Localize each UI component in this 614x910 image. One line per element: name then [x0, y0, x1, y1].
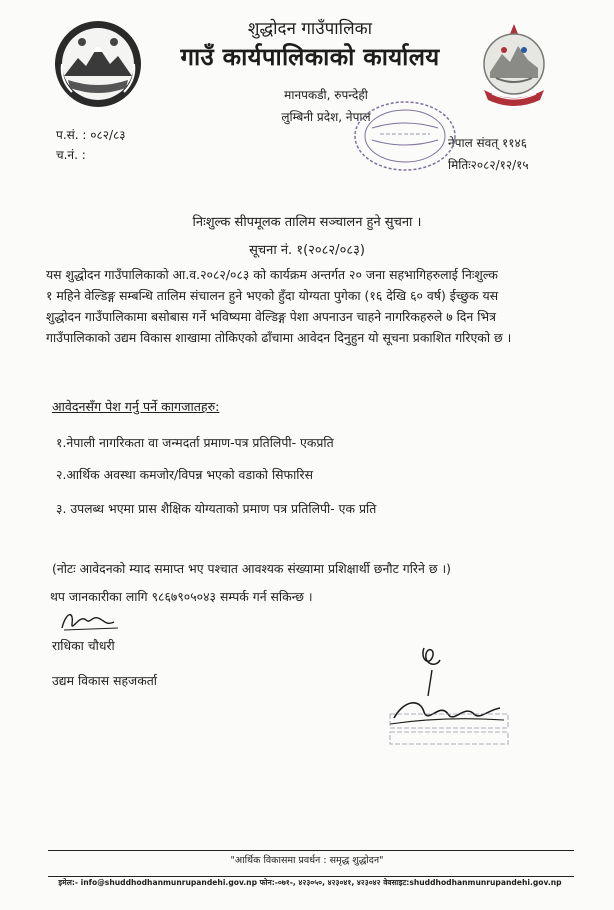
office-name: गाउँ कार्यपालिकाको कार्यालय — [180, 43, 440, 71]
office-address: मानपकडी, रुपन्देही — [284, 88, 368, 102]
footer-slogan: "आर्थिक विकासमा प्रवर्धन : समृद्ध शुद्धोदन" — [230, 855, 384, 866]
notice-number: सूचना नं. १(२०८२/०८३) — [249, 243, 365, 258]
signatory-signature-icon — [56, 606, 126, 636]
officer-title-stamp-icon — [386, 708, 512, 748]
notice-note: (नोटः आवेदनको म्याद समाप्त भए पश्चात आवश्यक संख्यामा प्रशिक्षार्थी छनौट गरिने छ ।) — [52, 561, 451, 576]
footer-divider — [48, 876, 574, 877]
document-item: २.आर्थिक अवस्था कमजोर/विपन्न भएको वडाको सिफारिस — [56, 467, 313, 482]
notice-body-line: यस शुद्धोदन गाउँपालिकाको आ.व.२०८२/०८३ को कार्यक्रम अन्तर्गत २० जना सहभागिहरुलाई निःशुल्क — [46, 267, 498, 282]
required-documents-heading: आवेदनसँग पेश गर्नु पर्ने कागजातहरु: — [52, 399, 220, 414]
footer-divider — [48, 850, 574, 851]
dispatch-number: च.नं. : — [56, 148, 86, 162]
reference-number: प.सं. : ०८२/८३ — [56, 128, 126, 142]
office-province: लुम्बिनी प्रदेश, नेपाल — [281, 110, 371, 124]
document-item: १.नेपाली नागरिकता वा जन्मदर्ता प्रमाण-पत्र प्रतिलिपी- एकप्रति — [56, 435, 334, 450]
contact-line: थप जानकारीका लागि ९८६७९०५०४३ सम्पर्क गर्न सकिन्छ । — [50, 589, 313, 604]
signatory-name: राधिका चौधरी — [52, 638, 115, 653]
notice-body-line: १ महिने वेल्डिङ्ग सम्बन्धि तालिम संचालन हुने भएको हुँदा योग्यता पुगेका (१६ देखि ६० वर्ष) ईच्छुक यस — [46, 288, 499, 303]
notice-body-line: शुद्धोदन गाउँपालिकामा बसोबास गर्ने भविष्यमा वेल्डिङ्ग पेशा अपनाउन चाहने नागरिकहरुले ७ दिन भित्र — [46, 309, 496, 324]
document-item: ३. उपलब्ध भएमा प्रास शैक्षिक योग्यताको प्रमाण पत्र प्रतिलिपी- एक प्रति — [56, 501, 377, 516]
office-seal-stamp-icon — [350, 96, 460, 176]
signatory-title: उद्यम विकास सहजकर्ता — [52, 673, 158, 688]
notice-body-line: गाउँपालिकाको उद्यम विकास शाखामा तोकिएको ढाँचामा आवेदन दिनुहुन यो सूचना प्रकाशित गरिएको छ । — [46, 330, 512, 345]
nepal-government-emblem-icon — [474, 20, 554, 112]
nepal-samvat-year: नेपाल संवत् ११४६ — [448, 136, 527, 150]
notice-subject: निःशुल्क सीपमूलक तालिम सञ्चालन हुने सुचना । — [192, 215, 422, 230]
notice-body — [46, 264, 586, 348]
footer-contact-info: इमेल:- info@shuddhodhanmunrupandehi.gov.np फोन:-०७१-, ४२३०५०, ४२३०४१, ४२३०४२ वेवसाइट:shuddhodhanmunrupandehi.gov.np — [58, 878, 562, 887]
municipality-emblem-icon — [52, 18, 144, 110]
municipality-name: शुद्धोदन गाउँपालिका — [247, 19, 373, 39]
notice-date: मितिः२०८२/१२/१५ — [448, 158, 529, 172]
